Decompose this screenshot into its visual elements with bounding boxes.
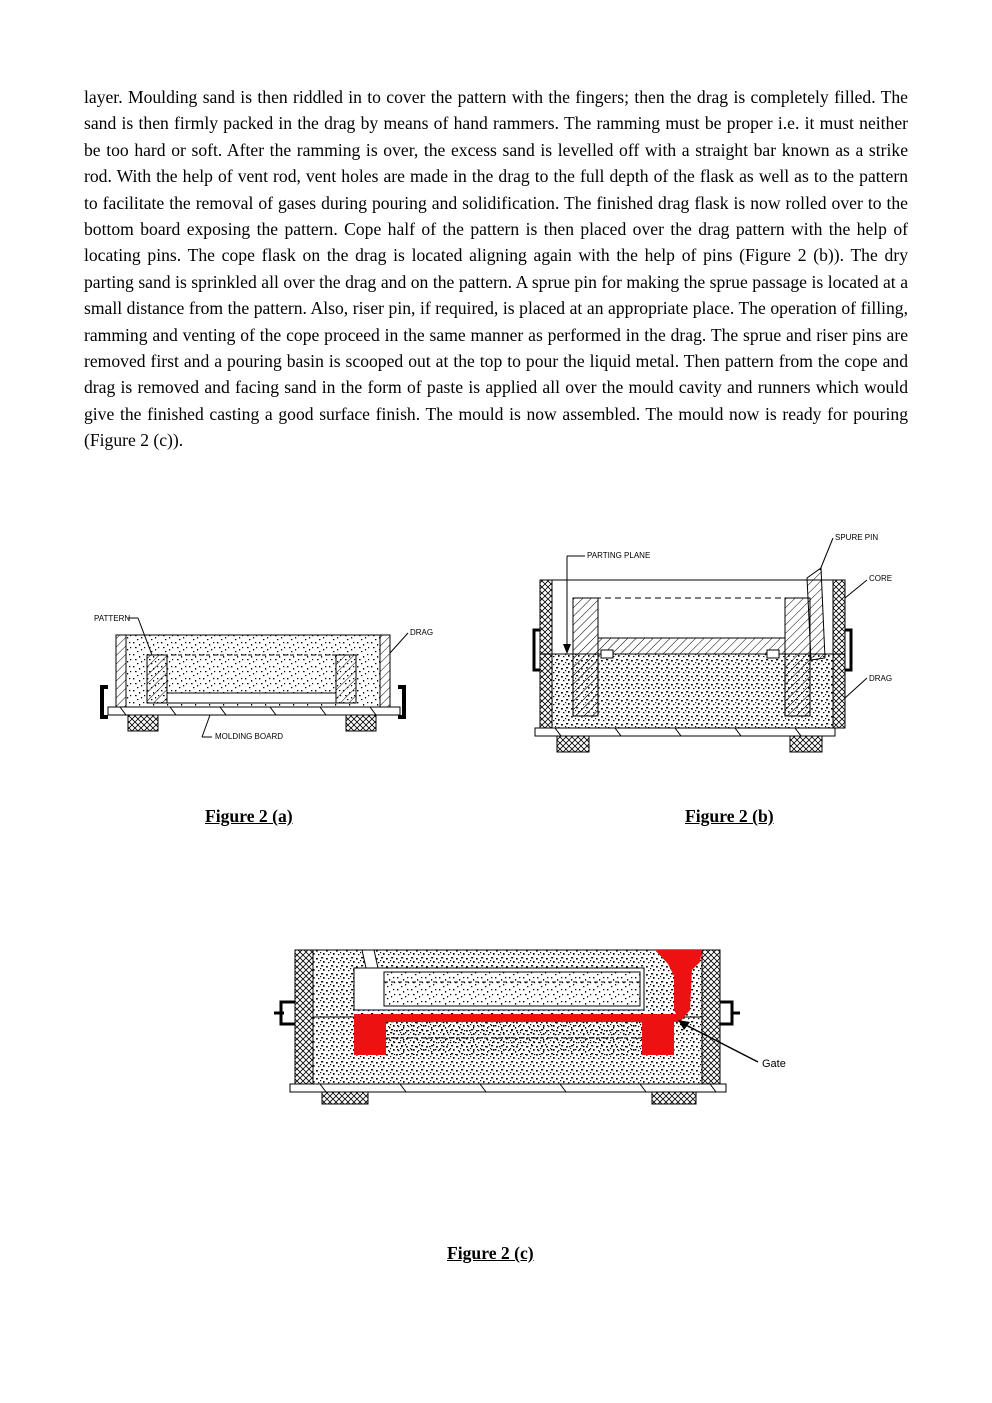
figure-2b-caption: Figure 2 (b) xyxy=(685,806,774,826)
pattern-left xyxy=(147,655,167,703)
molten-metal-left xyxy=(354,1020,386,1055)
label-sprue-pin: SPURE PIN xyxy=(835,533,879,542)
figure-2a-caption: Figure 2 (a) xyxy=(205,806,293,826)
drag-flask-wall-right xyxy=(833,654,845,728)
figure-2c-caption: Figure 2 (c) xyxy=(447,1243,534,1263)
support-block-right xyxy=(790,736,822,752)
locating-pin-left xyxy=(601,650,613,658)
drag-flask-wall-left xyxy=(116,635,126,707)
label-drag: DRAG xyxy=(410,628,434,637)
bottom-board xyxy=(535,728,835,736)
support-block-right xyxy=(652,1092,696,1104)
cope-flask-wall-left xyxy=(540,580,552,654)
molten-metal-right xyxy=(642,1020,674,1055)
cope-pattern-left xyxy=(573,598,598,654)
support-block-right xyxy=(346,715,376,731)
label-molding-board: MOLDING BOARD xyxy=(215,732,284,741)
drag-flask-wall-right xyxy=(380,635,390,707)
pattern-right xyxy=(336,655,356,703)
label-pattern: PATTERN xyxy=(94,614,131,623)
clamp-right xyxy=(720,1002,732,1024)
handle-left xyxy=(102,687,108,717)
label-drag: DRAG xyxy=(869,674,893,683)
figure-2a-diagram xyxy=(90,605,440,745)
clamp-right xyxy=(845,630,851,670)
cope-pattern-right xyxy=(785,598,810,654)
label-gate: Gate xyxy=(762,1058,786,1070)
molding-board xyxy=(108,707,400,715)
drag-flask-wall-left xyxy=(540,654,552,728)
flask-wall-right xyxy=(702,950,720,1084)
support-block-left xyxy=(322,1092,368,1104)
clamp-left xyxy=(534,630,540,670)
figure-2b-diagram xyxy=(515,530,905,770)
support-block-left xyxy=(557,736,589,752)
body-paragraph: layer. Moulding sand is then riddled in to cover the pattern with the fingers; then the drag is completely filled. The sand is then firmly packed in the drag by means of hand rammers. The ramming must be proper i.e. it must neither be too hard or soft. After the ramming is over, the excess sand is levelled off with a straight bar known as a strike rod. With the help of vent rod, vent holes are made in the drag to the full depth of the flask as well as to the pattern to facilitate the removal of gases during pouring and solidification. The finished drag flask is now rolled over to the bottom board exposing the pattern. Cope half of the pattern is then placed over the drag pattern with the help of locating pins. The cope flask on the drag is located aligning again with the help of pins (Figure 2 (b)). The dry parting sand is sprinkled all over the drag and on the pattern. A sprue pin for making the sprue passage is located at a small distance from the pattern. Also, riser pin, if required, is placed at an appropriate place. The operation of filling, ramming and venting of the cope proceed in the same manner as performed in the drag. The sprue and riser pins are removed first and a pouring basin is scooped out at the top to pour the liquid metal. Then pattern from the cope and drag is removed and facing sand in the form of paste is applied all over the mould cavity and runners which would give the finished casting a good surface finish. The mould is now assembled. The mould now is ready for pouring (Figure 2 (c)). xyxy=(84,87,908,451)
pattern-bottom xyxy=(167,693,336,703)
flask-wall-left xyxy=(295,950,313,1084)
cope-flask-wall-right xyxy=(833,580,845,654)
locating-pin-right xyxy=(767,650,779,658)
core xyxy=(598,638,785,654)
drag-pattern-left xyxy=(573,654,598,716)
label-parting-plane: PARTING PLANE xyxy=(587,551,651,560)
figure-2c-diagram xyxy=(270,940,800,1105)
drag-pattern-right xyxy=(785,654,810,716)
support-block-left xyxy=(128,715,158,731)
molten-metal-runner xyxy=(354,1014,680,1022)
core xyxy=(384,972,640,1006)
label-core: CORE xyxy=(869,574,893,583)
bottom-board xyxy=(290,1084,726,1092)
